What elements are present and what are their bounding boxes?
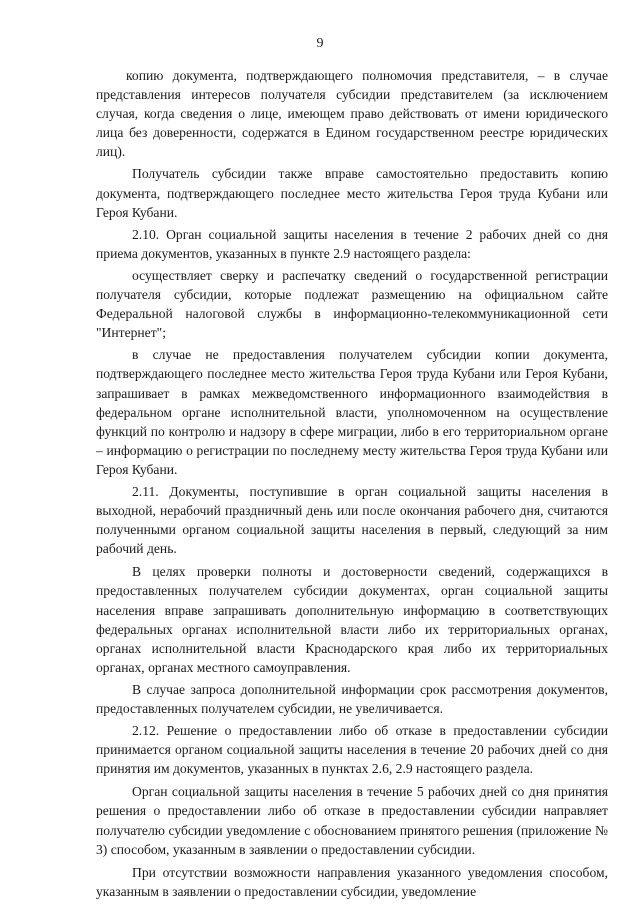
paragraph-notification-alternative: При отсутствии возможности направления указанного уведомления способом, указанным в заявлении о предоставлении субсидии, уведомление (96, 864, 608, 899)
paragraph-2-12: 2.12. Решение о предоставлении либо об отказе в предоставлении субсидии принимается органом социальной защиты населения в течение 20 рабочих дней со дня принятия им документов, указанных в пунктах 2.6, 2.9 настоящего раздела. (96, 723, 608, 777)
paragraph-representative-copy: копию документа, подтверждающего полномочия представителя, – в случае представления интересов получателя субсидии представителем (за исключением случая, когда сведения о лице, имеющем право действовать от имени юридического лица без доверенности, содержатся в Едином государственном реестре юридических лиц). (96, 68, 608, 160)
paragraph-2-10: 2.10. Орган социальной защиты населения в течение 2 рабочих дней со дня приема документов, указанных в пункте 2.9 настоящего раздела: (96, 226, 608, 261)
paragraph-residence-copy: Получатель субсидии также вправе самостоятельно предоставить копию документа, подтверждающего последнее место жительства Героя труда Кубани или Героя Кубани. (96, 166, 608, 220)
paragraph-2-11: 2.11. Документы, поступившие в орган социальной защиты населения в выходной, нерабочий праздничный день или после окончания рабочего дня, считаются полученными органом социальной защиты населения в первый, следующий за ним рабочий день. (96, 483, 608, 557)
paragraph-notification: Орган социальной защиты населения в течение 5 рабочих дней со дня принятия решения о предоставлении либо об отказе в предоставлении субсидии направляет получателю субсидии уведомление с обоснованием принятого решения (приложение № 3) способом, указанным в заявлении о предоставлении субсидии. (96, 784, 608, 857)
paragraph-deadline-unchanged: В случае запроса дополнительной информации срок рассмотрения документов, предоставленных получателем субсидии, не увеличивается. (96, 681, 608, 716)
paragraph-verification: В целях проверки полноты и достоверности сведений, содержащихся в предоставленных получателем субсидии документах, орган социальной защиты населения вправе запрашивать дополнительную информацию в соответствующих федеральных органах исполнительной власти либо их территориальных органах, органах исполнительной власти Краснодарского края либо их территориальных органах, органах местного самоуправления. (96, 564, 608, 675)
paragraph-registration-check: осуществляет сверку и распечатку сведений о государственной регистрации получателя субсидии, которые подлежат размещению на официальном сайте Федеральной налоговой службы в информационно-телекоммуникационной сети "Интернет"; (96, 267, 608, 341)
page-number: 9 (316, 36, 324, 51)
document-body (96, 66, 608, 904)
paragraph-interagency-request: в случае не предоставления получателем субсидии копии документа, подтверждающего последнее место жительства Героя труда Кубани или Героя Кубани, запрашивает в рамках межведомственного информационного взаимодействия в федеральном органе исполнительной власти, уполномоченном на осуществление функций по контролю и надзору в сфере миграции, либо в его территориальном органе – информацию о регистрации по последнему месту жительства Героя труда Кубани или Героя Кубани. (96, 347, 608, 477)
